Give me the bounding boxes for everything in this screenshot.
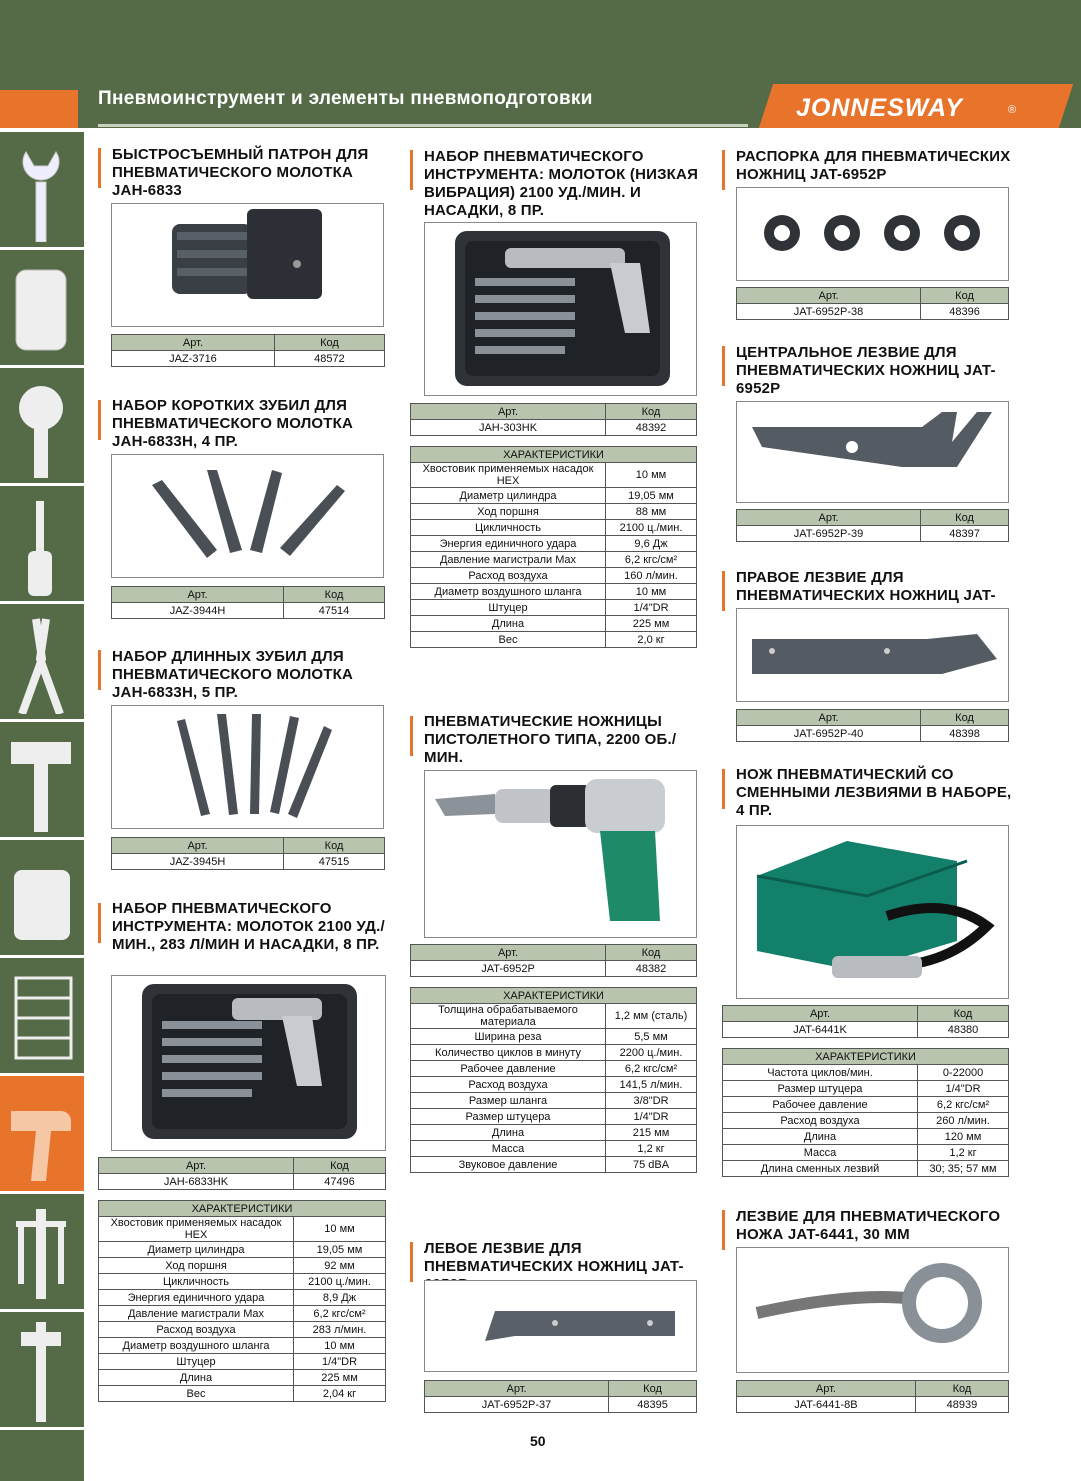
- pneumatic-shears-image: [425, 771, 696, 937]
- spec-row: [411, 520, 697, 536]
- spec-name: Толщина обрабатываемого материала: [411, 1004, 606, 1029]
- spec-row: [99, 1217, 386, 1242]
- sidebar-item-measuring[interactable]: [0, 1312, 84, 1430]
- spec-row: [411, 488, 697, 504]
- spec-value: 8,9 Дж: [294, 1290, 386, 1306]
- product-code: 48572: [274, 351, 384, 367]
- sidebar-item-cabinets[interactable]: [0, 958, 84, 1076]
- spec-row: [411, 1077, 697, 1093]
- spec-value: 5,5 мм: [606, 1029, 697, 1045]
- spec-name: Диаметр цилиндра: [99, 1242, 294, 1258]
- caliper-icon: [6, 1322, 78, 1422]
- product-title: НАБОР ПНЕВМАТИЧЕСКОГО ИНСТРУМЕНТА: МОЛОТОК 2100 УД./МИН., 283 Л/МИН И НАСАДКИ, 8 ПР.: [112, 900, 385, 953]
- code-column-header: Код: [921, 710, 1009, 726]
- product-spec-table: [736, 709, 1009, 742]
- spec-value: 2100 ц./мин.: [294, 1274, 386, 1290]
- article-number: JAT-6952P-37: [425, 1397, 609, 1413]
- socket-icon: [6, 260, 78, 360]
- spec-row: [99, 1274, 386, 1290]
- spec-row: [723, 1161, 1009, 1177]
- product-title: ПРАВОЕ ЛЕЗВИЕ ДЛЯ ПНЕВМАТИЧЕСКИХ НОЖНИЦ JAT-: [736, 569, 996, 604]
- spec-row: [99, 1322, 386, 1338]
- product-code: 48382: [606, 961, 697, 977]
- spec-name: Хвостовик применяемых насадок HEX: [99, 1217, 294, 1242]
- spec-name: Количество циклов в минуту: [411, 1045, 606, 1061]
- spec-value: 1/4"DR: [294, 1354, 386, 1370]
- spec-value: 10 мм: [606, 463, 697, 488]
- sidebar-item-hammers[interactable]: [0, 722, 84, 840]
- spacers-image: [737, 188, 1008, 280]
- product-image: [736, 187, 1009, 281]
- spec-value: 1/4"DR: [606, 1109, 697, 1125]
- code-column-header: Код: [294, 1158, 386, 1174]
- art-column-header: Арт.: [737, 1381, 916, 1397]
- long-chisels-image: [112, 706, 383, 828]
- spec-name: Расход воздуха: [411, 568, 606, 584]
- spec-name: Энергия единичного удара: [411, 536, 606, 552]
- title-accent-bar: [722, 346, 725, 386]
- spec-row: [99, 1370, 386, 1386]
- art-column-header: Арт.: [411, 945, 606, 961]
- spec-name: Звуковое давление: [411, 1157, 606, 1173]
- product-title: НАБОР КОРОТКИХ ЗУБИЛ ДЛЯ ПНЕВМАТИЧЕСКОГО МОЛОТКА JAH-6833H, 4 ПР.: [112, 397, 354, 450]
- art-column-header: Арт.: [112, 335, 275, 351]
- article-number: JAT-6952P: [411, 961, 606, 977]
- spec-name: Масса: [723, 1145, 918, 1161]
- code-column-header: Код: [284, 587, 385, 603]
- product-image: [111, 454, 384, 578]
- spec-name: Вес: [411, 632, 606, 648]
- spec-name: Размер шланга: [411, 1093, 606, 1109]
- title-accent-bar: [98, 903, 101, 943]
- spec-value: 2,0 кг: [606, 632, 697, 648]
- article-number: JAZ-3945H: [112, 854, 284, 870]
- page-number: 50: [530, 1433, 546, 1449]
- spec-name: Расход воздуха: [723, 1113, 918, 1129]
- spec-row: [99, 1338, 386, 1354]
- spec-name: Длина: [99, 1370, 294, 1386]
- title-accent-bar: [98, 400, 101, 440]
- spec-row: [411, 616, 697, 632]
- spec-name: Размер штуцера: [723, 1081, 918, 1097]
- spec-value: 1/4"DR: [918, 1081, 1009, 1097]
- spec-name: Длина сменных лезвий: [723, 1161, 918, 1177]
- characteristics-table: [410, 987, 697, 1173]
- title-accent-bar: [410, 150, 413, 190]
- spec-value: 1/4"DR: [606, 600, 697, 616]
- product-title: НОЖ ПНЕВМАТИЧЕСКИЙ СО СМЕННЫМИ ЛЕЗВИЯМИ В НАБОРЕ, 4 ПР.: [736, 766, 1012, 819]
- product-title: ЛЕЗВИЕ ДЛЯ ПНЕВМАТИЧЕСКОГО НОЖА JAT-6441, 30 ММ: [736, 1208, 1001, 1243]
- spec-value: 19,05 мм: [606, 488, 697, 504]
- art-column-header: Арт.: [737, 288, 921, 304]
- spec-value: 260 л/мин.: [918, 1113, 1009, 1129]
- spec-value: 3/8"DR: [606, 1093, 697, 1109]
- product-spec-table: [736, 509, 1009, 542]
- spec-name: Давление магистрали Max: [99, 1306, 294, 1322]
- central-blade-image: [737, 402, 1008, 502]
- title-accent-bar: [722, 571, 725, 611]
- spec-name: Расход воздуха: [411, 1077, 606, 1093]
- code-column-header: Код: [921, 288, 1009, 304]
- article-number: JAH-303HK: [411, 420, 606, 436]
- spec-value: 6,2 кгс/см²: [294, 1306, 386, 1322]
- spec-name: Частота циклов/мин.: [723, 1065, 918, 1081]
- product-spec-table: [111, 586, 385, 619]
- spec-name: Вес: [99, 1386, 294, 1402]
- spec-name: Цикличность: [99, 1274, 294, 1290]
- title-accent-bar: [98, 148, 101, 188]
- spec-name: Размер штуцера: [411, 1109, 606, 1125]
- art-column-header: Арт.: [723, 1006, 918, 1022]
- spec-value: 2100 ц./мин.: [606, 520, 697, 536]
- spec-row: [723, 1145, 1009, 1161]
- spec-row: [411, 632, 697, 648]
- product-image: [111, 705, 384, 829]
- code-column-header: Код: [606, 404, 697, 420]
- spec-value: 6,2 кгс/см²: [918, 1097, 1009, 1113]
- art-column-header: Арт.: [425, 1381, 609, 1397]
- category-sidebar: [0, 132, 84, 1481]
- spec-name: Масса: [411, 1141, 606, 1157]
- article-number: JAT-6952P-38: [737, 304, 921, 320]
- spec-value: 10 мм: [294, 1217, 386, 1242]
- art-column-header: Арт.: [112, 587, 284, 603]
- spec-value: 141,5 л/мин.: [606, 1077, 697, 1093]
- spec-row: [411, 1004, 697, 1029]
- spec-value: 92 мм: [294, 1258, 386, 1274]
- spec-value: 88 мм: [606, 504, 697, 520]
- product-spec-table: [98, 1157, 386, 1190]
- case-icon: [6, 850, 78, 950]
- short-chisels-image: [112, 455, 383, 577]
- spec-value: 6,2 кгс/см²: [606, 552, 697, 568]
- sidebar-item-wrenches[interactable]: [0, 132, 84, 250]
- product-image: [736, 401, 1009, 503]
- left-blade-image: [425, 1281, 696, 1371]
- spec-value: 1,2 мм (сталь): [606, 1004, 697, 1029]
- spec-name: Диаметр цилиндра: [411, 488, 606, 504]
- spec-row: [411, 584, 697, 600]
- spec-name: Диаметр воздушного шланга: [411, 584, 606, 600]
- characteristics-header: ХАРАКТЕРИСТИКИ: [99, 1201, 386, 1217]
- spec-row: [411, 1061, 697, 1077]
- product-image: [111, 203, 384, 327]
- product-code: 47496: [294, 1174, 386, 1190]
- spec-value: 120 мм: [918, 1129, 1009, 1145]
- product-code: 48939: [915, 1397, 1008, 1413]
- brand-registered-mark: ®: [1008, 104, 1017, 116]
- knife-blade-image: [737, 1248, 1008, 1372]
- product-image: [111, 975, 386, 1151]
- spec-row: [411, 463, 697, 488]
- spec-row: [411, 1125, 697, 1141]
- product-code: 48395: [609, 1397, 697, 1413]
- spec-value: 2200 ц./мин.: [606, 1045, 697, 1061]
- ratchet-icon: [6, 378, 78, 478]
- hammer-icon: [6, 732, 78, 832]
- product-image: [424, 1280, 697, 1372]
- product-code: 47514: [284, 603, 385, 619]
- spec-name: Цикличность: [411, 520, 606, 536]
- title-accent-bar: [722, 150, 725, 190]
- spec-name: Рабочее давление: [723, 1097, 918, 1113]
- product-code: 48380: [918, 1022, 1009, 1038]
- spec-row: [723, 1129, 1009, 1145]
- product-code: 48397: [921, 526, 1009, 542]
- product-code: 48392: [606, 420, 697, 436]
- spec-row: [411, 504, 697, 520]
- spec-value: 19,05 мм: [294, 1242, 386, 1258]
- sidebar-item-sockets[interactable]: [0, 250, 84, 368]
- spec-value: 283 л/мин.: [294, 1322, 386, 1338]
- spec-row: [411, 568, 697, 584]
- spec-row: [99, 1386, 386, 1402]
- product-title: БЫСТРОСЪЕМНЫЙ ПАТРОН ДЛЯ ПНЕВМАТИЧЕСКОГО МОЛОТКА JAH-6833: [112, 146, 369, 199]
- screwdriver-icon: [6, 496, 78, 596]
- sidebar-item-air-tools[interactable]: [0, 1076, 84, 1194]
- spec-row: [723, 1081, 1009, 1097]
- product-spec-table: [424, 1380, 697, 1413]
- product-spec-table: [410, 403, 697, 436]
- air-tool-icon: [6, 1086, 78, 1186]
- spec-name: Ширина реза: [411, 1029, 606, 1045]
- spec-row: [411, 1157, 697, 1173]
- characteristics-header: ХАРАКТЕРИСТИКИ: [411, 447, 697, 463]
- article-number: JAT-6441K: [723, 1022, 918, 1038]
- spec-value: 1,2 кг: [918, 1145, 1009, 1161]
- spec-name: Длина: [411, 1125, 606, 1141]
- article-number: JAT-6952P-39: [737, 526, 921, 542]
- puller-icon: [6, 1204, 78, 1304]
- art-column-header: Арт.: [737, 710, 921, 726]
- spec-value: 160 л/мин.: [606, 568, 697, 584]
- spec-row: [99, 1258, 386, 1274]
- art-column-header: Арт.: [411, 404, 606, 420]
- right-blade-image: [737, 609, 1008, 701]
- product-title: ПНЕВМАТИЧЕСКИЕ НОЖНИЦЫ ПИСТОЛЕТНОГО ТИПА, 2200 ОБ./МИН.: [424, 713, 677, 766]
- title-accent-bar: [410, 1242, 413, 1282]
- spec-name: Ход поршня: [411, 504, 606, 520]
- product-spec-table: [111, 837, 385, 870]
- spec-row: [99, 1242, 386, 1258]
- pneumatic-knife-kit-image: [737, 826, 1008, 998]
- spec-row: [411, 600, 697, 616]
- spec-row: [99, 1306, 386, 1322]
- product-title: НАБОР ПНЕВМАТИЧЕСКОГО ИНСТРУМЕНТА: МОЛОТОК (НИЗКАЯ ВИБРАЦИЯ) 2100 УД./МИН. И НАСАДКИ, 8 ПР.: [424, 148, 699, 219]
- spec-name: Давление магистрали Max: [411, 552, 606, 568]
- characteristics-header: ХАРАКТЕРИСТИКИ: [723, 1049, 1009, 1065]
- spec-row: [99, 1354, 386, 1370]
- product-spec-table: [736, 1380, 1009, 1413]
- characteristics-table: [410, 446, 697, 648]
- spec-value: 75 dBA: [606, 1157, 697, 1173]
- wrench-icon: [6, 142, 78, 242]
- spec-name: Хвостовик применяемых насадок HEX: [411, 463, 606, 488]
- product-title: НАБОР ДЛИННЫХ ЗУБИЛ ДЛЯ ПНЕВМАТИЧЕСКОГО МОЛОТКА JAH-6833H, 5 ПР.: [112, 648, 354, 701]
- spec-value: 1,2 кг: [606, 1141, 697, 1157]
- product-image: [736, 608, 1009, 702]
- spec-name: Диаметр воздушного шланга: [99, 1338, 294, 1354]
- title-accent-bar: [410, 716, 413, 756]
- code-column-header: Код: [921, 510, 1009, 526]
- product-image: [736, 825, 1009, 999]
- art-column-header: Арт.: [737, 510, 921, 526]
- header-accent-tab: [0, 90, 78, 128]
- code-column-header: Код: [609, 1381, 697, 1397]
- sidebar-item-cases[interactable]: [0, 840, 84, 958]
- spec-row: [411, 1045, 697, 1061]
- spec-row: [411, 1093, 697, 1109]
- page-title: Пневмоинструмент и элементы пневмоподготовки: [98, 88, 593, 109]
- tool-cabinet-icon: [6, 968, 78, 1068]
- spec-value: 225 мм: [294, 1370, 386, 1386]
- art-column-header: Арт.: [112, 838, 284, 854]
- spec-row: [411, 536, 697, 552]
- characteristics-table: [722, 1048, 1009, 1177]
- product-image: [424, 770, 697, 938]
- characteristics-header: ХАРАКТЕРИСТИКИ: [411, 988, 697, 1004]
- product-title: ЛЕВОЕ ЛЕЗВИЕ ДЛЯ ПНЕВМАТИЧЕСКИХ НОЖНИЦ JAT-: [424, 1240, 684, 1275]
- product-spec-table: [410, 944, 697, 977]
- article-number: JAH-6833HK: [99, 1174, 294, 1190]
- code-column-header: Код: [274, 335, 384, 351]
- sidebar-item-pliers[interactable]: [0, 604, 84, 722]
- quick-coupler-image: [112, 204, 383, 326]
- product-code: 48398: [921, 726, 1009, 742]
- spec-value: 6,2 кгс/см²: [606, 1061, 697, 1077]
- spec-name: Ход поршня: [99, 1258, 294, 1274]
- product-title: РАСПОРКА ДЛЯ ПНЕВМАТИЧЕСКИХ НОЖНИЦ JAT-6952P: [736, 148, 1011, 183]
- spec-value: 30; 35; 57 мм: [918, 1161, 1009, 1177]
- product-image: [736, 1247, 1009, 1373]
- sidebar-item-screwdrivers[interactable]: [0, 486, 84, 604]
- spec-name: Штуцер: [99, 1354, 294, 1370]
- product-spec-table: [722, 1005, 1009, 1038]
- spec-value: 9,6 Дж: [606, 536, 697, 552]
- spec-value: 10 мм: [294, 1338, 386, 1354]
- spec-value: 2,04 кг: [294, 1386, 386, 1402]
- title-accent-bar: [722, 1210, 725, 1250]
- hammer-kit-image: [112, 976, 385, 1150]
- product-code: 48396: [921, 304, 1009, 320]
- sidebar-item-ratchets[interactable]: [0, 368, 84, 486]
- code-column-header: Код: [918, 1006, 1009, 1022]
- spec-name: Штуцер: [411, 600, 606, 616]
- spec-row: [723, 1065, 1009, 1081]
- spec-name: Рабочее давление: [411, 1061, 606, 1077]
- spec-value: 215 мм: [606, 1125, 697, 1141]
- code-column-header: Код: [915, 1381, 1008, 1397]
- product-code: 47515: [284, 854, 385, 870]
- spec-name: Длина: [723, 1129, 918, 1145]
- spec-name: Энергия единичного удара: [99, 1290, 294, 1306]
- spec-row: [411, 1141, 697, 1157]
- article-number: JAZ-3716: [112, 351, 275, 367]
- spec-row: [723, 1113, 1009, 1129]
- code-column-header: Код: [284, 838, 385, 854]
- product-image: [424, 222, 697, 396]
- product-spec-table: [736, 287, 1009, 320]
- code-column-header: Код: [606, 945, 697, 961]
- spec-value: 0-22000: [918, 1065, 1009, 1081]
- spec-value: 225 мм: [606, 616, 697, 632]
- spec-name: Расход воздуха: [99, 1322, 294, 1338]
- header-divider: [98, 124, 748, 127]
- spec-row: [99, 1290, 386, 1306]
- title-accent-bar: [98, 650, 101, 690]
- spec-row: [411, 1029, 697, 1045]
- art-column-header: Арт.: [99, 1158, 294, 1174]
- spec-row: [411, 1109, 697, 1125]
- spec-row: [411, 552, 697, 568]
- spec-value: 10 мм: [606, 584, 697, 600]
- sidebar-item-pullers[interactable]: [0, 1194, 84, 1312]
- spec-name: Длина: [411, 616, 606, 632]
- title-accent-bar: [722, 769, 725, 809]
- article-number: JAT-6441-8B: [737, 1397, 916, 1413]
- characteristics-table: [98, 1200, 386, 1402]
- article-number: JAZ-3944H: [112, 603, 284, 619]
- brand-logo-text: JONNESWAY: [796, 94, 963, 122]
- article-number: JAT-6952P-40: [737, 726, 921, 742]
- product-title: ЦЕНТРАЛЬНОЕ ЛЕЗВИЕ ДЛЯ ПНЕВМАТИЧЕСКИХ НОЖНИЦ JAT-6952P: [736, 344, 996, 397]
- low-vibration-hammer-kit-image: [425, 223, 696, 395]
- spec-row: [723, 1097, 1009, 1113]
- product-spec-table: [111, 334, 385, 367]
- pliers-icon: [6, 614, 78, 714]
